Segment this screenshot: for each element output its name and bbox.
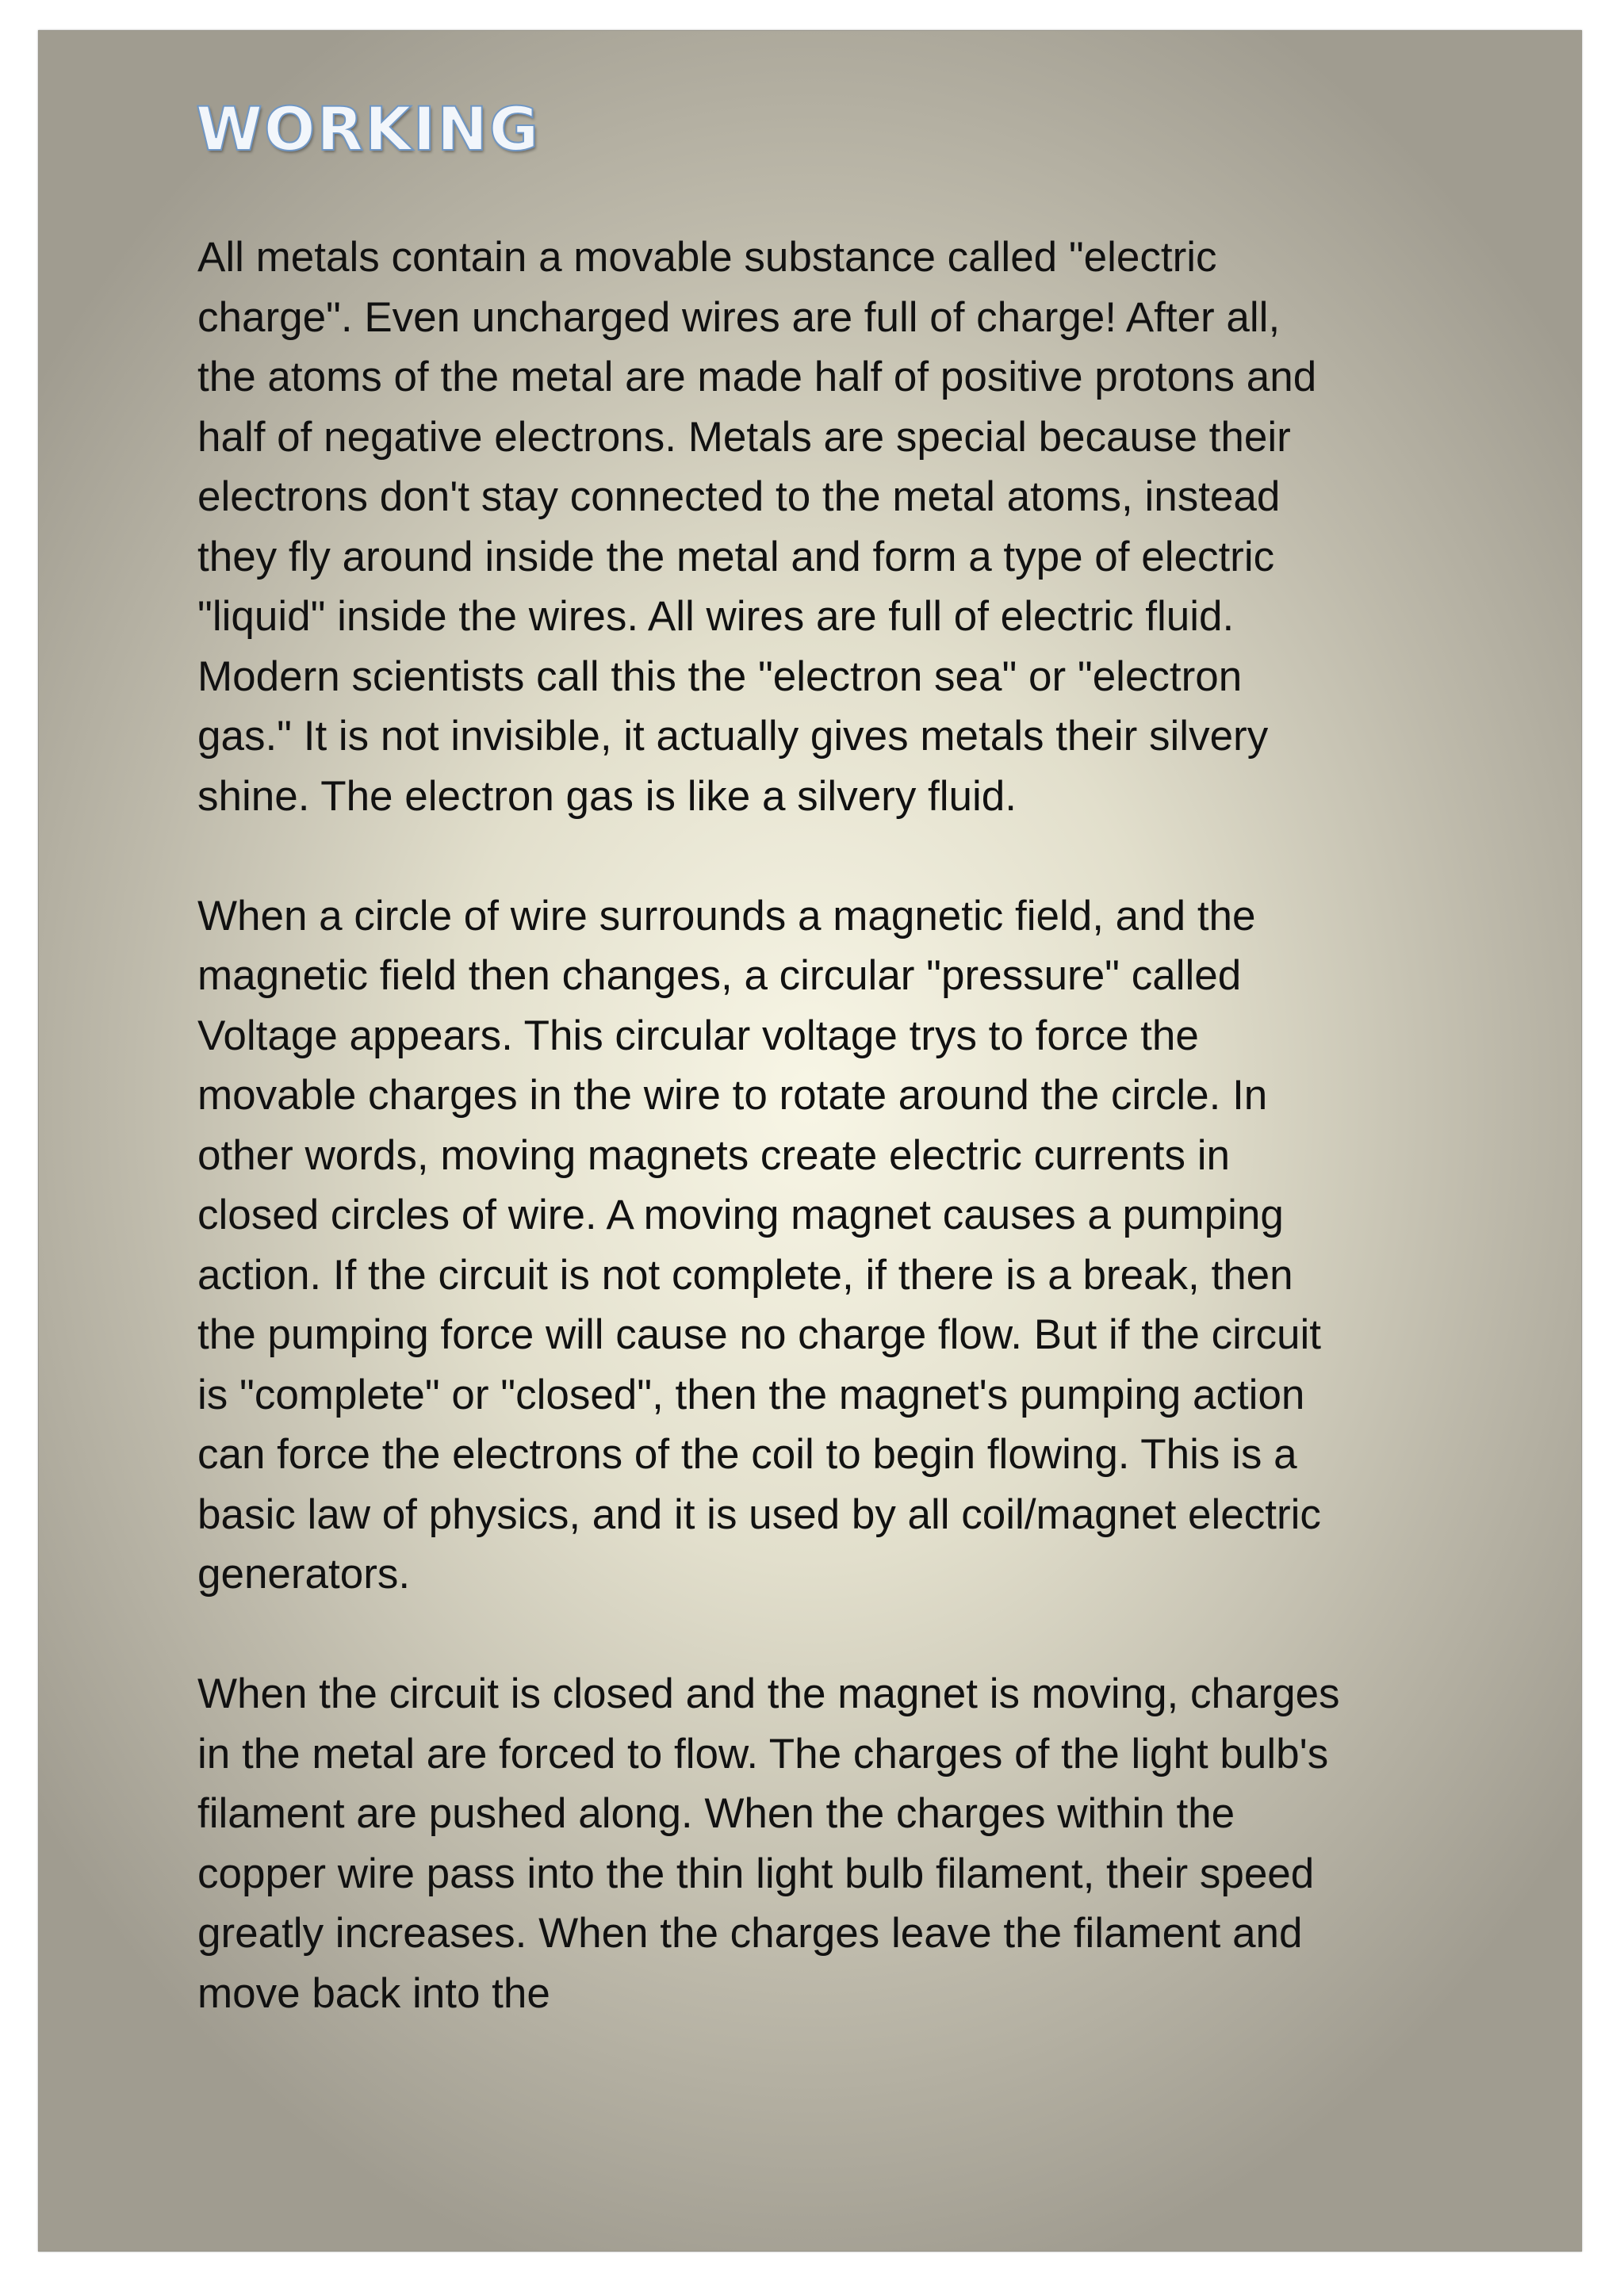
page-title: WORKING [196,94,541,164]
text-line: All metals contain a movable substance called "electric [197,234,1217,281]
text-line: the pumping force will cause no charge flow. But if the circuit [197,1311,1321,1358]
text-line: closed circles of wire. A moving magnet causes a pumping [197,1192,1284,1238]
text-line: move back into the [197,1969,550,2017]
text-line: action. If the circuit is not complete, if there is a break, then [197,1251,1293,1299]
body-text [197,228,1482,2084]
text-line: other words, moving magnets create electric currents in [197,1131,1230,1179]
text-line: When the circuit is closed and the magnet is moving, charges [197,1670,1340,1717]
paragraph-closed-circuit [197,1664,1482,2023]
text-line: Modern scientists call this the "electron sea" or "electron [197,652,1243,700]
text-line: electrons don't stay connected to the metal atoms, instead [197,473,1281,520]
text-line: they fly around inside the metal and form a type of electric [197,533,1275,580]
text-line: gas." It is not invisible, it actually gives metals their silvery [197,713,1269,760]
text-line: basic law of physics, and it is used by all coil/magnet electric [197,1490,1321,1538]
text-line: "liquid" inside the wires. All wires are full of electric fluid. [197,593,1235,640]
text-line: filament are pushed along. When the charges within the [197,1790,1235,1837]
text-line: copper wire pass into the thin light bulb filament, their speed [197,1850,1315,1897]
text-line: in the metal are forced to flow. The charges of the light bulb's [197,1730,1329,1777]
text-line: greatly increases. When the charges leave the filament and [197,1910,1303,1957]
text-line: can force the electrons of the coil to begin flowing. This is a [197,1431,1297,1478]
text-line: the atoms of the metal are made half of positive protons and [197,354,1317,400]
text-line: shine. The electron gas is like a silvery fluid. [197,772,1017,820]
paragraph-magnetic-field [197,886,1482,1605]
paragraph-electric-charge [197,228,1482,826]
text-line: charge". Even uncharged wires are full of charge! After all, [197,293,1281,341]
text-line: is "complete" or "closed", then the magnet's pumping action [197,1371,1305,1418]
text-line: half of negative electrons. Metals are special because their [197,413,1291,461]
text-line: magnetic field then changes, a circular "pressure" called [197,952,1242,999]
text-line: When a circle of wire surrounds a magnetic field, and the [197,892,1256,939]
document-page [38,30,1582,2252]
text-line: movable charges in the wire to rotate around the circle. In [197,1072,1268,1119]
text-line: Voltage appears. This circular voltage trys to force the [197,1012,1199,1059]
text-line: generators. [197,1551,411,1598]
